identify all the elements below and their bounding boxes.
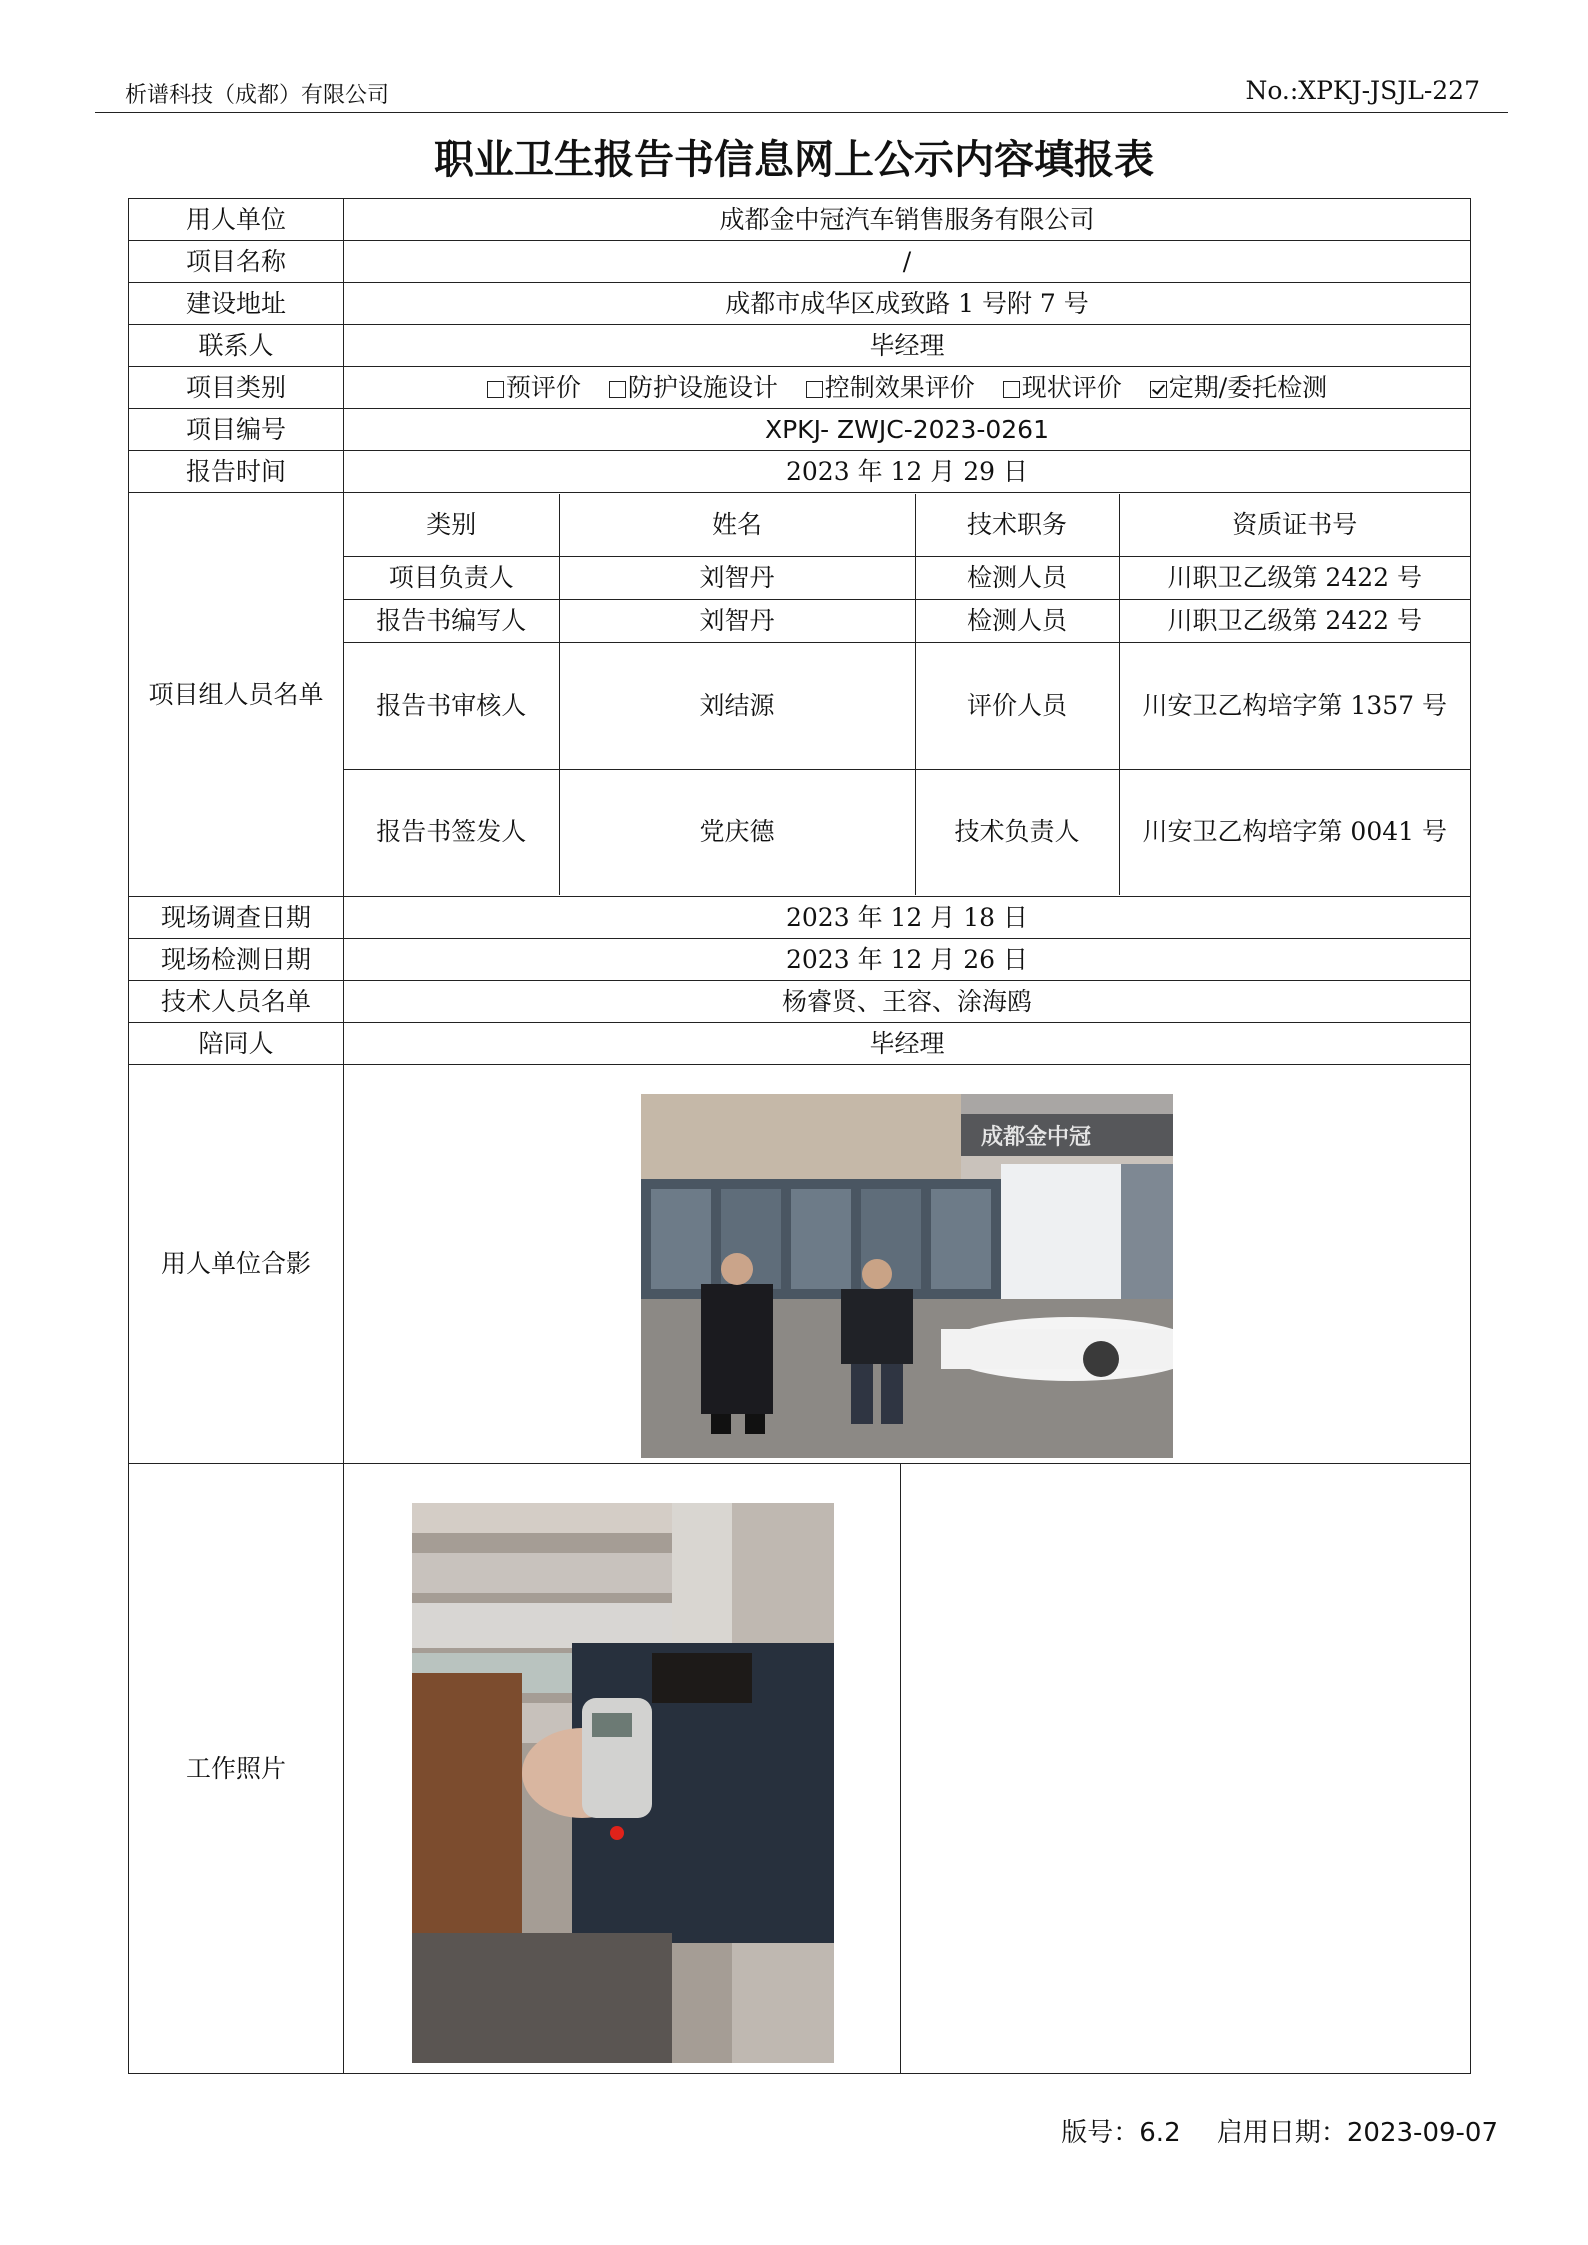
option-label: 防护设施设计 bbox=[627, 372, 778, 402]
page-title: 职业卫生报告书信息网上公示内容填报表 bbox=[434, 137, 1154, 183]
row-address bbox=[129, 283, 1471, 325]
row-team bbox=[129, 493, 1471, 897]
team-header-row bbox=[344, 494, 1470, 556]
option-control-effect[interactable] bbox=[806, 373, 975, 402]
option-label: 控制效果评价 bbox=[824, 372, 975, 402]
checkbox-icon[interactable] bbox=[487, 381, 504, 398]
member-role: 报告书编写人 bbox=[344, 599, 559, 642]
label-report-date: 报告时间 bbox=[129, 451, 344, 493]
member-role: 项目负责人 bbox=[344, 556, 559, 599]
value-project-name: / bbox=[344, 241, 1471, 283]
document-number: No.:XPKJ-JSJL-227 bbox=[1245, 76, 1480, 105]
checkbox-icon[interactable] bbox=[609, 381, 626, 398]
member-name: 刘智丹 bbox=[559, 556, 915, 599]
member-name: 刘结源 bbox=[559, 642, 915, 769]
label-technicians: 技术人员名单 bbox=[129, 981, 344, 1023]
member-title: 检测人员 bbox=[915, 599, 1119, 642]
member-cert: 川职卫乙级第 2422 号 bbox=[1119, 599, 1470, 642]
member-name: 党庆德 bbox=[559, 769, 915, 895]
member-cert: 川安卫乙构培字第 1357 号 bbox=[1119, 642, 1470, 769]
option-label: 定期/委托检测 bbox=[1168, 372, 1328, 402]
label-work-photo: 工作照片 bbox=[129, 1464, 344, 2074]
member-title: 评价人员 bbox=[915, 642, 1119, 769]
member-name: 刘智丹 bbox=[559, 599, 915, 642]
member-role: 报告书签发人 bbox=[344, 769, 559, 895]
checkbox-icon[interactable] bbox=[1003, 381, 1020, 398]
member-title: 检测人员 bbox=[915, 556, 1119, 599]
label-employer: 用人单位 bbox=[129, 199, 344, 241]
category-options bbox=[344, 367, 1471, 409]
team-row bbox=[344, 556, 1470, 599]
checkbox-icon[interactable] bbox=[806, 381, 823, 398]
row-contact bbox=[129, 325, 1471, 367]
member-title: 技术负责人 bbox=[915, 769, 1119, 895]
footer bbox=[1061, 2112, 1498, 2149]
label-contact: 联系人 bbox=[129, 325, 344, 367]
value-employer: 成都金中冠汽车销售服务有限公司 bbox=[344, 199, 1471, 241]
label-project-name: 项目名称 bbox=[129, 241, 344, 283]
row-employer bbox=[129, 199, 1471, 241]
label-escort: 陪同人 bbox=[129, 1023, 344, 1065]
row-project-no bbox=[129, 409, 1471, 451]
value-address: 成都市成华区成致路 1 号附 7 号 bbox=[344, 283, 1471, 325]
row-report-date bbox=[129, 451, 1471, 493]
work-photo bbox=[412, 1503, 834, 2063]
version-label: 版号：6.2 bbox=[1061, 2118, 1181, 2148]
label-survey-date: 现场调查日期 bbox=[129, 897, 344, 939]
header-cert: 资质证书号 bbox=[1119, 494, 1470, 556]
header-name: 姓名 bbox=[559, 494, 915, 556]
row-test-date bbox=[129, 939, 1471, 981]
option-status-evaluation[interactable] bbox=[1003, 373, 1122, 402]
group-photo bbox=[641, 1094, 1173, 1458]
value-survey-date: 2023 年 12 月 18 日 bbox=[344, 897, 1471, 939]
value-project-no: XPKJ- ZWJC-2023-0261 bbox=[344, 409, 1471, 451]
label-category: 项目类别 bbox=[129, 367, 344, 409]
group-photo-image bbox=[641, 1094, 1173, 1458]
option-label: 现状评价 bbox=[1021, 372, 1122, 402]
store-sign: 成都金中冠 bbox=[981, 1125, 1092, 1150]
member-cert: 川职卫乙级第 2422 号 bbox=[1119, 556, 1470, 599]
photo-divider bbox=[900, 1464, 901, 2073]
label-test-date: 现场检测日期 bbox=[129, 939, 344, 981]
row-technicians bbox=[129, 981, 1471, 1023]
value-test-date: 2023 年 12 月 26 日 bbox=[344, 939, 1471, 981]
team-table bbox=[344, 494, 1470, 895]
team-cell bbox=[344, 493, 1471, 897]
header-category: 类别 bbox=[344, 494, 559, 556]
row-escort bbox=[129, 1023, 1471, 1065]
label-project-no: 项目编号 bbox=[129, 409, 344, 451]
team-row bbox=[344, 769, 1470, 895]
row-survey-date bbox=[129, 897, 1471, 939]
value-technicians: 杨睿贤、王容、涂海鸥 bbox=[344, 981, 1471, 1023]
value-report-date: 2023 年 12 月 29 日 bbox=[344, 451, 1471, 493]
label-address: 建设地址 bbox=[129, 283, 344, 325]
member-role: 报告书审核人 bbox=[344, 642, 559, 769]
header-divider bbox=[95, 112, 1508, 113]
row-category bbox=[129, 367, 1471, 409]
value-escort: 毕经理 bbox=[344, 1023, 1471, 1065]
checked-checkbox-icon[interactable] bbox=[1150, 381, 1167, 398]
label-team: 项目组人员名单 bbox=[129, 493, 344, 897]
work-photo-image bbox=[412, 1503, 834, 2063]
value-contact: 毕经理 bbox=[344, 325, 1471, 367]
option-protective-design[interactable] bbox=[609, 373, 778, 402]
team-row bbox=[344, 642, 1470, 769]
option-periodic-testing[interactable] bbox=[1150, 373, 1327, 402]
option-label: 预评价 bbox=[505, 372, 581, 402]
effective-date: 启用日期：2023-09-07 bbox=[1216, 2118, 1498, 2148]
company-name: 析谱科技（成都）有限公司 bbox=[125, 83, 390, 108]
header-title: 技术职务 bbox=[915, 494, 1119, 556]
option-pre-evaluation[interactable] bbox=[487, 373, 581, 402]
member-cert: 川安卫乙构培字第 0041 号 bbox=[1119, 769, 1470, 895]
row-project-name bbox=[129, 241, 1471, 283]
label-group-photo: 用人单位合影 bbox=[129, 1065, 344, 1464]
team-row bbox=[344, 599, 1470, 642]
